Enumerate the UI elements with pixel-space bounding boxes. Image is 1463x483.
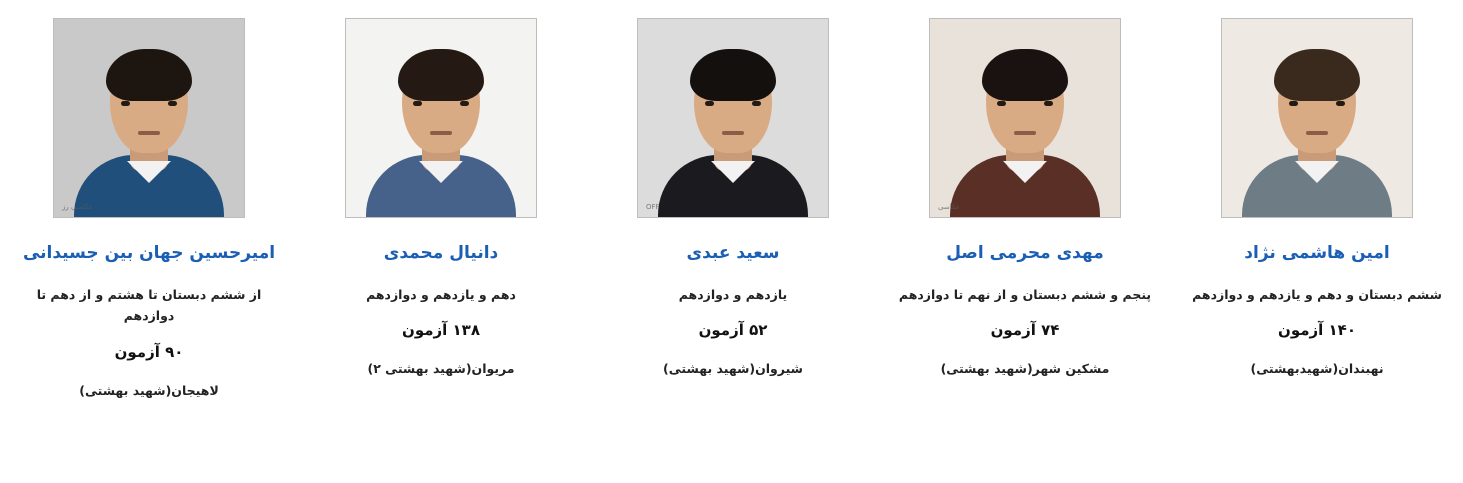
photo-eyebrow-left: [118, 92, 133, 96]
student-card: [587, 18, 879, 376]
student-photo: [637, 18, 829, 218]
student-name: سعید عبدی: [686, 243, 780, 263]
photo-eyebrow-left: [994, 92, 1009, 96]
student-exam-count: ۷۴ آزمون: [990, 321, 1060, 340]
student-exam-count: ۹۰ آزمون: [114, 342, 184, 361]
student-grades: دهم و یازدهم و دوازدهم: [366, 287, 516, 303]
student-name: مهدی محرمی اصل: [946, 243, 1104, 263]
student-city-school: لاهیجان(شهید بهشتی): [79, 382, 219, 398]
student-photo: [345, 18, 537, 218]
photo-eyebrow-right: [749, 92, 764, 96]
photo-eye-left: [121, 101, 130, 106]
student-exam-count: ۱۴۰ آزمون: [1278, 321, 1356, 340]
student-exam-count: ۵۲ آزمون: [698, 321, 768, 340]
student-card: [879, 18, 1171, 376]
student-card: [3, 18, 295, 398]
student-exam-count: ۱۳۸ آزمون: [402, 321, 480, 340]
photo-eye-left: [1289, 101, 1298, 106]
photo-mouth: [722, 131, 744, 135]
photo-eyebrow-right: [457, 92, 472, 96]
photo-mouth: [430, 131, 452, 135]
photo-eyebrow-left: [702, 92, 717, 96]
photo-eyebrow-right: [1041, 92, 1056, 96]
photo-mouth: [1306, 131, 1328, 135]
student-grades: از ششم دبستان تا هشتم و از دهم تا دوازدهم: [36, 287, 262, 324]
photo-mouth: [138, 131, 160, 135]
student-card: [295, 18, 587, 376]
photo-eyebrow-left: [410, 92, 425, 96]
student-name: امین هاشمی نژاد: [1244, 243, 1390, 263]
student-grades: پنجم و ششم دبستان و از نهم تا دوازدهم: [898, 287, 1152, 303]
student-city-school: مریوان(شهید بهشتی ۲): [367, 361, 515, 377]
student-name: دانیال محمدی: [383, 243, 499, 263]
student-city-school: شیروان(شهید بهشتی): [663, 361, 803, 377]
photo-eye-right: [752, 101, 761, 106]
photo-eyebrow-right: [1333, 92, 1348, 96]
student-card: [1171, 18, 1463, 376]
photo-stamp: عکاسی رز: [62, 203, 93, 211]
photo-stamp: عکاسی: [938, 203, 960, 211]
student-photo: [53, 18, 245, 218]
photo-eye-right: [168, 101, 177, 106]
photo-eyebrow-left: [1286, 92, 1301, 96]
student-city-school: مشکین شهر(شهید بهشتی): [940, 361, 1110, 377]
photo-stamp: OFF: [646, 203, 660, 211]
photo-eye-right: [460, 101, 469, 106]
photo-eye-left: [413, 101, 422, 106]
student-grades: ششم دبستان و دهم و یازدهم و دوازدهم: [1192, 287, 1442, 303]
photo-eye-left: [705, 101, 714, 106]
photo-eye-right: [1336, 101, 1345, 106]
photo-eyebrow-right: [165, 92, 180, 96]
student-photo: [1221, 18, 1413, 218]
student-name: امیرحسین جهان بین جسیدانی: [22, 243, 276, 263]
student-city-school: نهبندان(شهیدبهشتی): [1250, 361, 1384, 377]
student-photo: [929, 18, 1121, 218]
photo-mouth: [1014, 131, 1036, 135]
student-grades: یازدهم و دوازدهم: [678, 287, 788, 303]
photo-eye-left: [997, 101, 1006, 106]
photo-eye-right: [1044, 101, 1053, 106]
